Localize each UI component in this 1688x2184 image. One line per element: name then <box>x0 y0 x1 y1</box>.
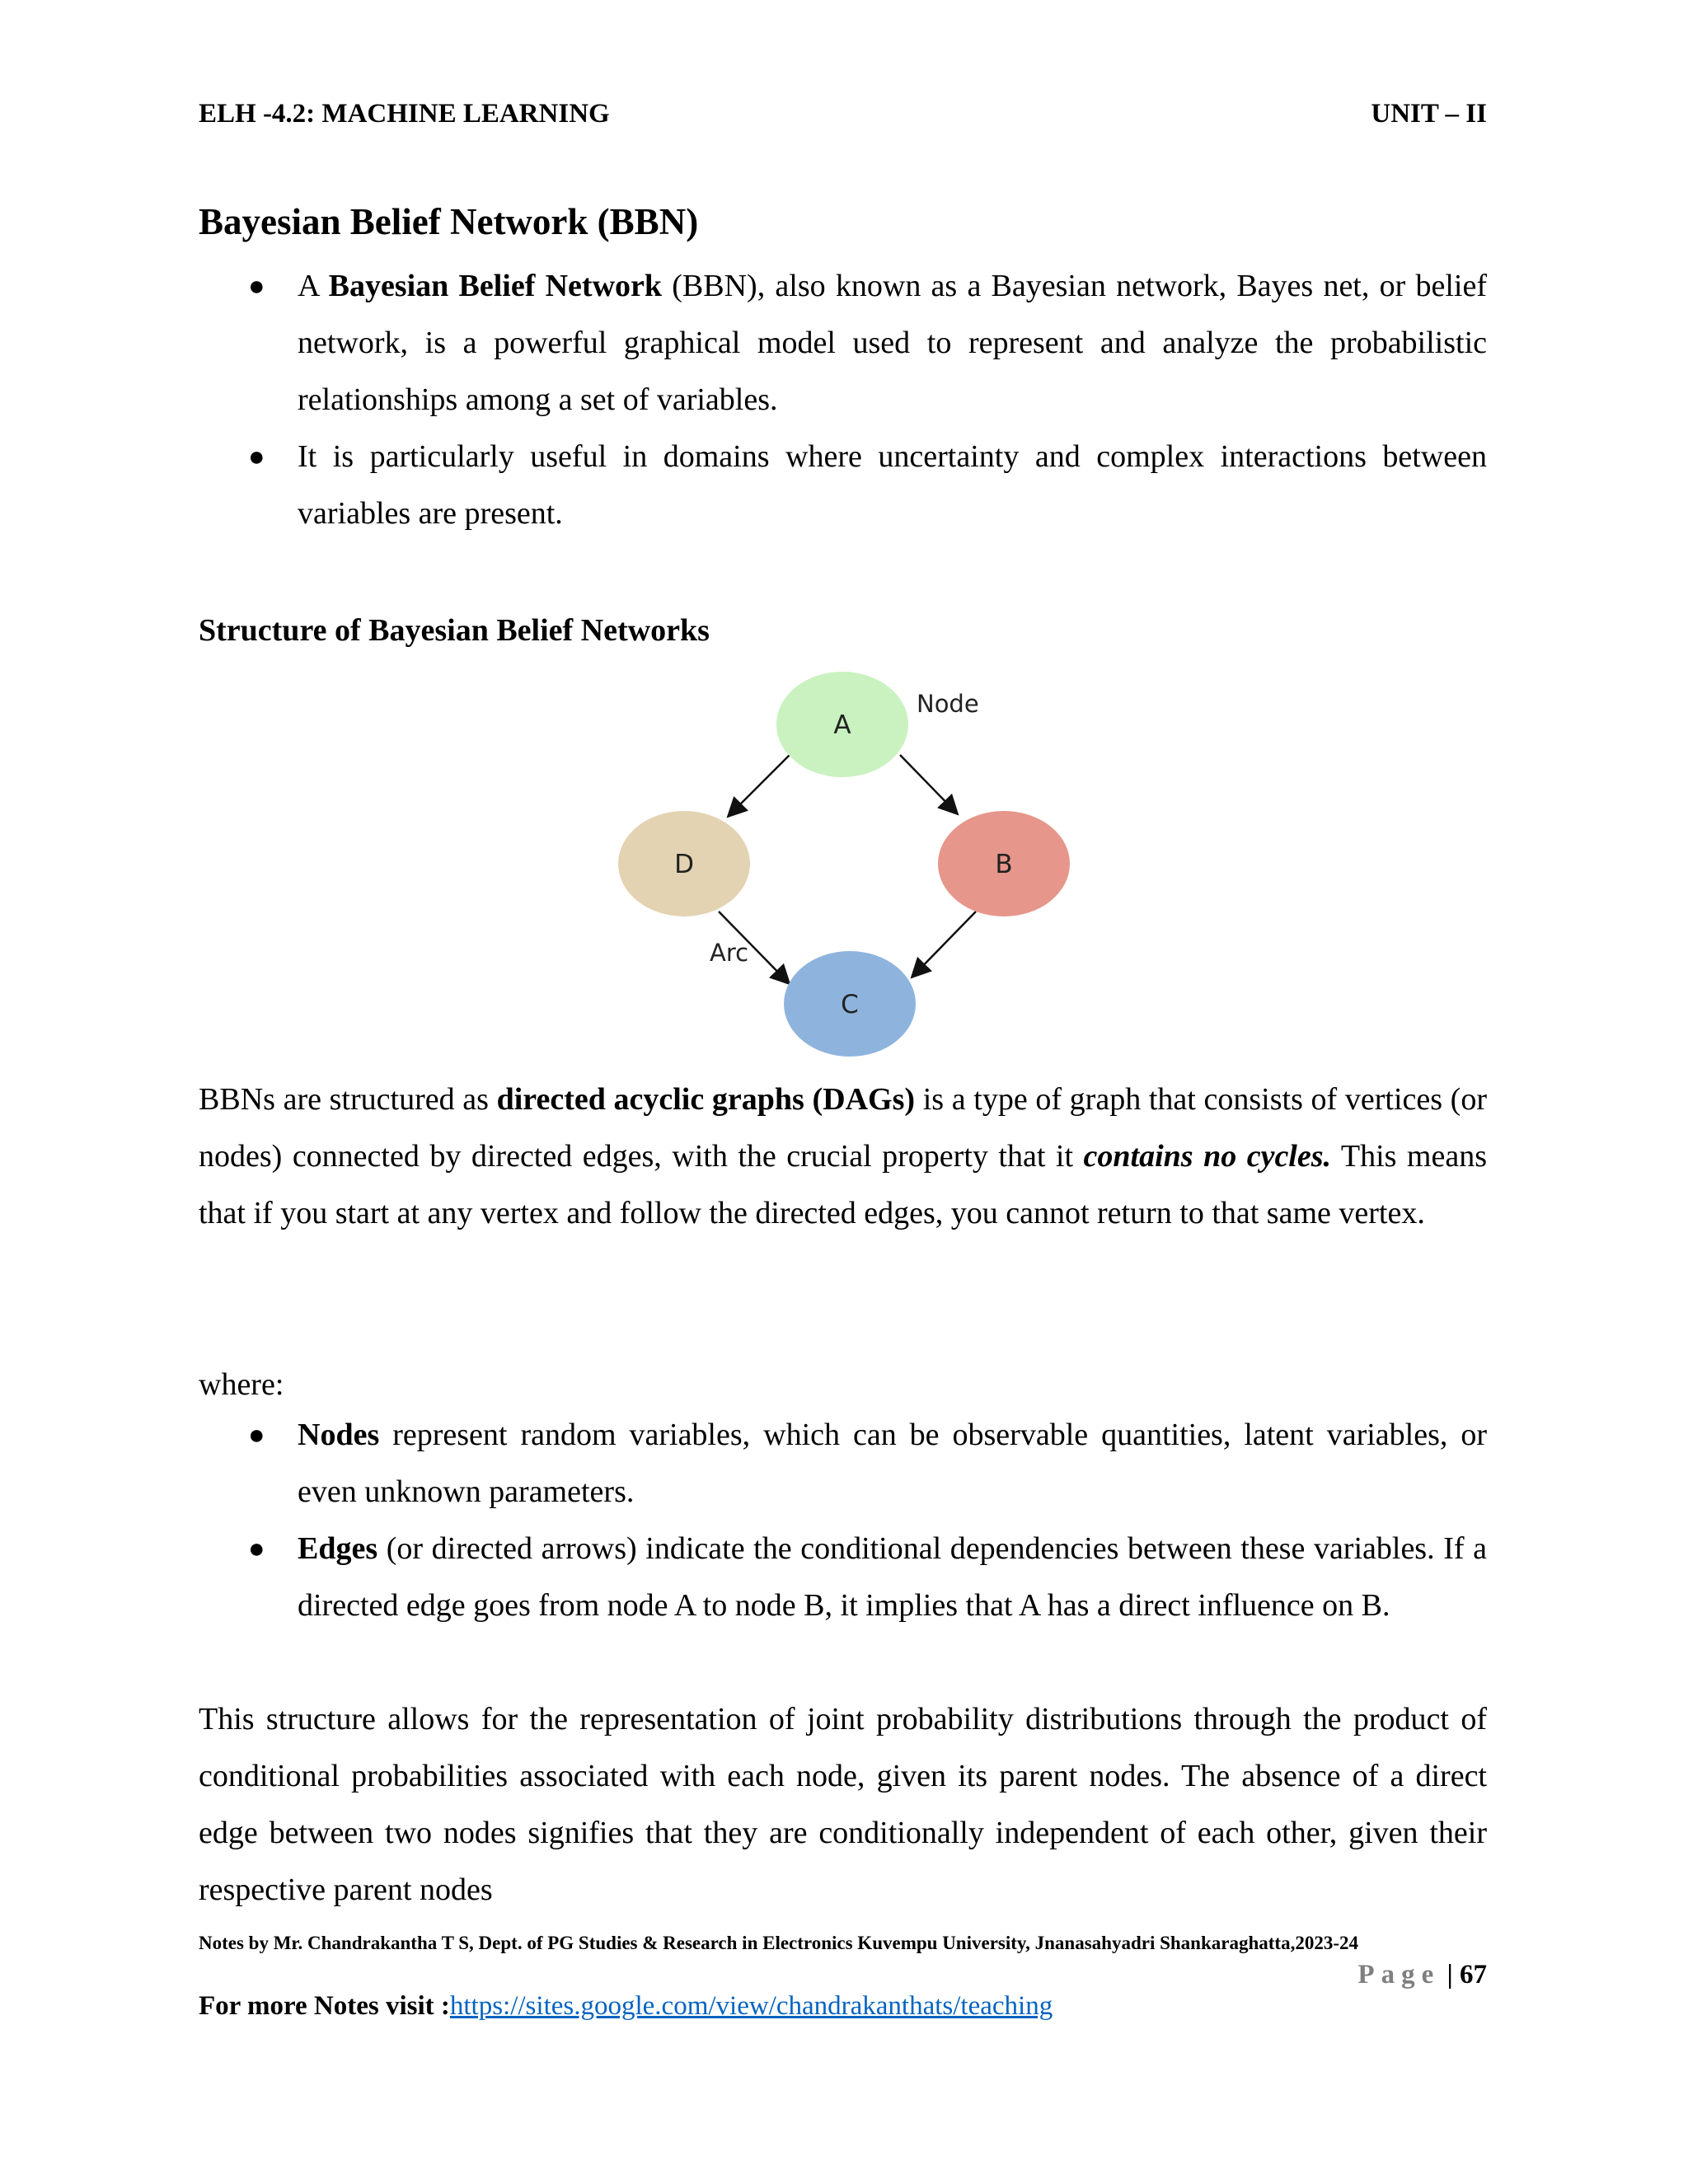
intro-bullet-list <box>199 258 1487 542</box>
where-label: where: <box>199 1367 284 1402</box>
term-dag: directed acyclic graphs (DAGs) <box>496 1082 916 1117</box>
node-b-label: B <box>995 850 1013 879</box>
page-word: Page <box>1357 1960 1441 1990</box>
diagram-node-label: Node <box>917 690 979 718</box>
bbn-diagram <box>610 659 1071 1071</box>
bullet-icon: ● <box>248 1420 265 1451</box>
list-item: ● Edges (or directed arrows) indicate the conditional dependencies between these variables. If a directed edge goes from node A to node B, it implies that A has a direct influence on B. <box>199 1521 1487 1634</box>
node-a-label: A <box>833 710 851 740</box>
dag-paragraph: BBNs are structured as directed acyclic graphs (DAGs) is a type of graph that consists of vertices (or nodes) connected by directed edges, with the crucial property that it contains no cycles. This means that if you start at any vertex and follow the directed edges, you cannot return to that same vertex. <box>199 1082 1488 1230</box>
term-bbn: Bayesian Belief Network <box>328 269 663 303</box>
header-unit: UNIT – II <box>1371 99 1487 129</box>
where-bullet-list <box>199 1407 1487 1634</box>
page-separator: | <box>1447 1960 1453 1990</box>
footer-notes: Notes by Mr. Chandrakantha T S, Dept. of PG Studies & Research in Electronics Kuvempu University, Jnanasahyadri Shankaraghatta,2023-24 <box>199 1933 1358 1953</box>
list-item: ● It is particularly useful in domains where uncertainty and complex interactions between variables are present. <box>199 429 1487 542</box>
node-c-label: C <box>841 990 859 1019</box>
teaching-notes-link[interactable]: https://sites.google.com/view/chandrakanthats/teaching <box>449 1991 1053 2021</box>
footer-visit <box>199 1988 1053 2024</box>
node-d-label: D <box>674 850 694 879</box>
diagram-arc-label: Arc <box>710 939 749 967</box>
bullet-icon: ● <box>248 271 265 302</box>
edge-a-to-d <box>728 755 790 817</box>
list-item: ● A Bayesian Belief Network (BBN), also known as a Bayesian network, Bayes net, or belief network, is a powerful graphical model used to represent and analyze the probabilistic relationships among a set of variables. <box>199 258 1487 429</box>
section-heading-structure: Structure of Bayesian Belief Networks <box>199 613 710 648</box>
edge-b-to-c <box>912 912 976 977</box>
page-number-block <box>1357 1958 1487 1991</box>
page-title: Bayesian Belief Network (BBN) <box>199 201 699 242</box>
term-no-cycles: contains no cycles. <box>1083 1139 1332 1174</box>
term-edges: Edges <box>298 1531 378 1566</box>
header-course-title: ELH -4.2: MACHINE LEARNING <box>199 99 610 129</box>
page-number: 67 <box>1460 1960 1487 1990</box>
visit-label: For more Notes visit : <box>199 1991 450 2021</box>
structure-paragraph: This structure allows for the representation of joint probability distributions through the product of conditional probabilities associated with each node, given its parent nodes. The absence of a direct edge between two nodes signifies that they are conditionally independent of each other, given their respective parent nodes <box>199 1702 1487 1907</box>
bullet-icon: ● <box>248 442 265 472</box>
term-nodes: Nodes <box>298 1418 380 1452</box>
list-item: ● Nodes represent random variables, which can be observable quantities, latent variables, or even unknown parameters. <box>199 1407 1487 1521</box>
edge-a-to-b <box>900 755 958 814</box>
bullet-icon: ● <box>248 1534 265 1564</box>
